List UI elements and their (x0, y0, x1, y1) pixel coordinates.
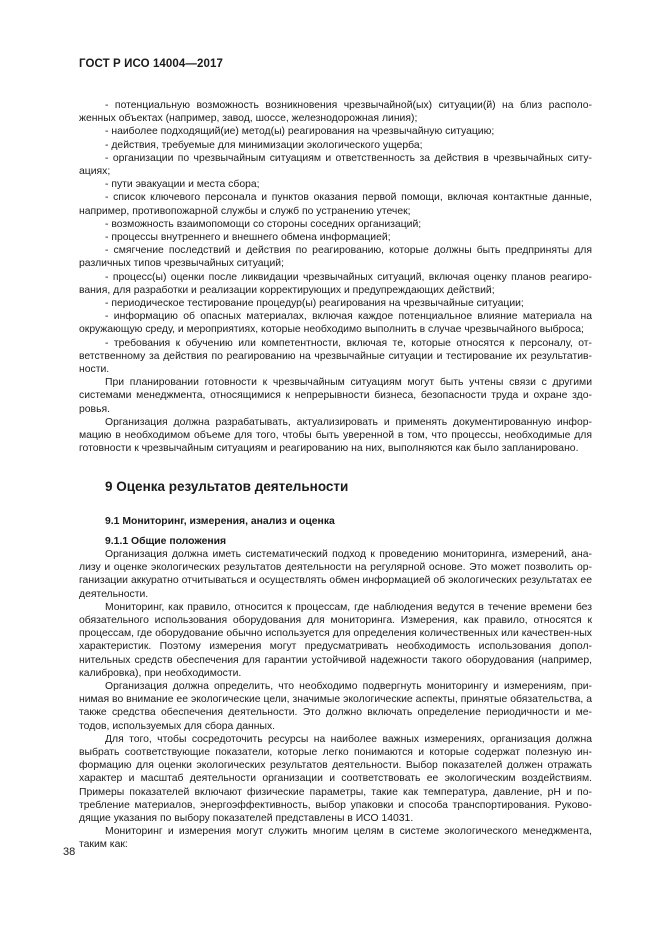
list-item: - наиболее подходящий(ие) метод(ы) реагирования на чрезвычайную ситуацию; (105, 126, 495, 138)
paragraph: Организация должна иметь систематический подход к проведению мониторинга, измерений, ана-лизу и оценке экологических результатов деятельности на регулярной основе. Это может позволить ор-ганизации аккуратно отчитываться и осуществлять обмен информацией об экологических результатах ее деятельности. (79, 548, 592, 600)
subsubsection-heading: 9.1.1 Общие положения (105, 535, 227, 547)
section-heading: 9 Оценка результатов деятельности (105, 479, 349, 495)
paragraph: Организация должна определить, что необходимо подвергнуть мониторингу и измерениям, при-нимая во внимание ее экологические цели, значимые экологические аспекты, принятые обязательства, а также средства обеспечения деятельности. Это должно включать определение периодичности и ме-тодов, используемых для сбора данных. (79, 680, 592, 732)
page-number: 38 (63, 846, 76, 858)
list-item: - периодическое тестирование процедур(ы) реагирования на чрезвычайные ситуации; (105, 298, 524, 310)
list-item: - процесс(ы) оценки после ликвидации чрезвычайных ситуаций, включая оценку планов реагиро-вания, для разработки и реализации корректирующих и предупреждающих действий; (79, 271, 592, 296)
document-body (79, 99, 592, 852)
subsection-heading: 9.1 Мониторинг, измерения, анализ и оценка (105, 516, 335, 528)
list-item: - смягчение последствий и действия по реагированию, которые должны быть предприняты для различных типов чрезвычайных ситуаций; (79, 245, 592, 270)
list-item: - возможность взаимопомощи со стороны соседних организаций; (105, 218, 422, 230)
list-item: - действия, требуемые для минимизации экологического ущерба; (105, 139, 423, 151)
paragraph: Организация должна разрабатывать, актуализировать и применять документированную инфор-мацию в необходимом объеме для того, чтобы быть уверенной в том, что процессы, необходимые для готовности к чрезвычайным ситуациям и реагированию на них, выполняются как было запланировано. (79, 416, 592, 455)
paragraph: Мониторинг и измерения могут служить многим целям в системе экологического менеджмента, таким как: (79, 826, 592, 851)
list-item: - список ключевого персонала и пунктов оказания первой помощи, включая контактные данные, например, противопожарной службы и служб по устранению утечек; (79, 192, 592, 217)
list-item: - информацию об опасных материалах, включая каждое потенциальное влияние материала на окружающую среду, и мероприятиях, которые необходимо выполнить в случае чрезвычайного выброса; (79, 311, 592, 336)
list-item: - потенциальную возможность возникновения чрезвычайной(ых) ситуации(й) на близ располо-женных объектах (например, завод, шоссе, железнодорожная линия); (79, 100, 592, 125)
document-header: ГОСТ Р ИСО 14004—2017 (79, 58, 224, 70)
paragraph: Для того, чтобы сосредоточить ресурсы на наиболее важных измерениях, организация должна выбрать соответствующие показатели, которые легко понимаются и которые содержат полезную ин-формацию для оценки экологических результатов деятельности. Выбор показателей должен отражать характер и масштаб деятельности организации и соответствовать ее экологическим воздействиям. Примеры показателей включают физические параметры, такие как температура, давление, pH и по-требление материалов, энергоэффективность, выбор упаковки и способа транспортирования. Руково-дящие указания по выбору показателей представлены в ИСО 14031. (79, 733, 592, 824)
list-item: - пути эвакуации и места сбора; (105, 179, 260, 191)
paragraph: При планировании готовности к чрезвычайным ситуациям могут быть учтены связи с другими системами менеджмента, относящимися к непрерывности бизнеса, безопасности труда и охране здо-ровья. (79, 377, 592, 415)
list-item: - организации по чрезвычайным ситуациям и ответственность за действия в чрезвычайных ситу-ациях; (79, 152, 592, 178)
paragraph: Мониторинг, как правило, относится к процессам, где наблюдения ведутся в течение времени без обязательного использования оборудования для мониторинга. Измерения, как правило, относятся к процессам, где оборудование обычно используется для определения количественных или качествен-ных характеристик. Поэтому измерения могут предусматривать необходимость использования допол-нительных средств обеспечения для гарантии устойчивой надежности такого оборудования (например, калибровка), при необходимости. (79, 601, 592, 679)
list-item: - процессы внутреннего и внешнего обмена информацией; (105, 232, 391, 244)
list-item: - требования к обучению или компетентности, включая те, которые относятся к персоналу, от-ветственному за действия по реагированию на чрезвычайные ситуации и тестирование их результатив-ности. (79, 337, 592, 376)
